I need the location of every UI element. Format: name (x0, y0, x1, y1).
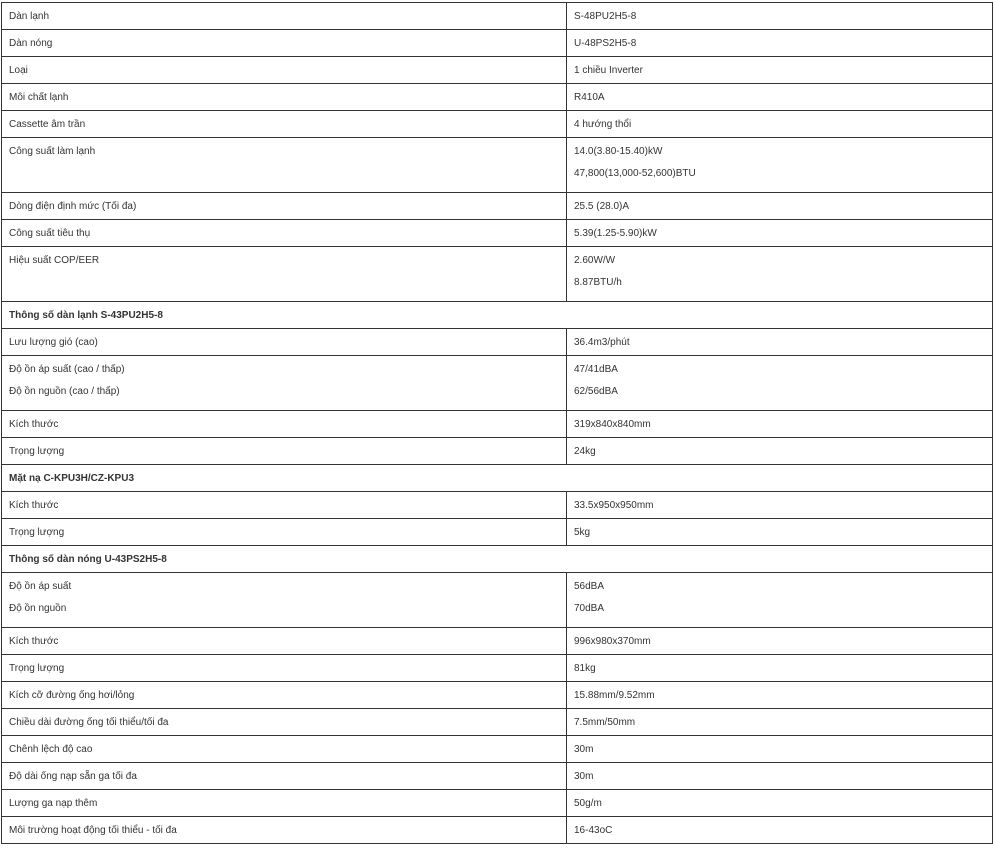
spec-value-cell (567, 30, 993, 57)
spec-label: Độ ồn áp suất (cao / thấp) (9, 364, 125, 375)
spec-label-cell (2, 682, 567, 709)
spec-value: 319x840x840mm (574, 419, 651, 430)
spec-value: 30m (574, 744, 594, 755)
spec-label: Độ ồn nguồn (cao / thấp) (9, 386, 120, 397)
spec-value-cell (567, 329, 993, 356)
spec-label-cell (2, 628, 567, 655)
spec-label: Dòng điện định mức (Tối đa) (9, 201, 137, 212)
spec-value-cell (567, 519, 993, 546)
spec-value: R410A (574, 92, 605, 103)
spec-value-cell (567, 84, 993, 111)
spec-value-cell (567, 628, 993, 655)
section-header-row (2, 546, 993, 573)
spec-value: 70dBA (574, 603, 605, 614)
spec-label-cell (2, 817, 567, 844)
spec-value-cell (567, 111, 993, 138)
spec-value: 5.39(1.25-5.90)kW (574, 228, 657, 239)
spec-value-cell (567, 655, 993, 682)
spec-label-cell (2, 356, 567, 411)
spec-label-cell (2, 3, 567, 30)
spec-row (2, 111, 993, 138)
spec-row (2, 411, 993, 438)
spec-row (2, 356, 993, 411)
spec-label-cell (2, 111, 567, 138)
spec-row (2, 438, 993, 465)
spec-value: 50g/m (574, 798, 602, 809)
spec-label: Hiệu suất COP/EER (9, 255, 100, 266)
spec-value: 62/56dBA (574, 386, 618, 397)
spec-value: 25.5 (28.0)A (574, 201, 630, 212)
spec-label-cell (2, 220, 567, 247)
spec-label: Công suất làm lạnh (9, 146, 96, 157)
spec-row (2, 247, 993, 302)
spec-row (2, 682, 993, 709)
spec-value-cell (567, 736, 993, 763)
spec-value-cell (567, 356, 993, 411)
spec-value: 15.88mm/9.52mm (574, 690, 655, 701)
spec-value-cell (567, 682, 993, 709)
spec-label-cell (2, 655, 567, 682)
spec-label-cell (2, 193, 567, 220)
spec-label: Kích thước (9, 500, 59, 511)
spec-value: 8.87BTU/h (574, 277, 622, 288)
spec-label: Chiều dài đường ống tối thiểu/tối đa (9, 717, 169, 728)
spec-value: 16-43oC (574, 825, 613, 836)
spec-label: Độ ồn áp suất (9, 581, 72, 592)
spec-label: Công suất tiêu thụ (9, 228, 91, 239)
section-header: Thông số dàn nóng U-43PS2H5-8 (2, 546, 993, 573)
spec-label: Dàn lạnh (9, 11, 50, 22)
spec-value-cell (567, 817, 993, 844)
spec-row (2, 138, 993, 193)
spec-label-cell (2, 138, 567, 193)
spec-value: 5kg (574, 527, 591, 538)
spec-value: 1 chiều Inverter (574, 65, 643, 76)
section-header-row (2, 302, 993, 329)
spec-label: Dàn nóng (9, 38, 53, 49)
spec-value-cell (567, 138, 993, 193)
spec-row (2, 30, 993, 57)
spec-row (2, 709, 993, 736)
spec-label-cell (2, 573, 567, 628)
spec-table (1, 2, 993, 844)
spec-value-cell (567, 220, 993, 247)
spec-row (2, 817, 993, 844)
spec-label-cell (2, 709, 567, 736)
spec-row (2, 57, 993, 84)
spec-label: Môi chất lạnh (9, 92, 69, 103)
spec-label: Loại (9, 65, 28, 76)
spec-label: Lưu lượng gió (cao) (9, 337, 98, 348)
spec-value-cell (567, 57, 993, 84)
spec-label: Trọng lượng (9, 446, 65, 457)
spec-row (2, 329, 993, 356)
spec-row (2, 790, 993, 817)
spec-label: Kích cỡ đường ống hơi/lỏng (9, 690, 135, 701)
spec-value: 81kg (574, 663, 596, 674)
spec-label-cell (2, 84, 567, 111)
spec-value: 996x980x370mm (574, 636, 651, 647)
spec-label: Trọng lượng (9, 527, 65, 538)
spec-label-cell (2, 763, 567, 790)
spec-value: 4 hướng thổi (574, 119, 632, 130)
spec-label-cell (2, 329, 567, 356)
spec-value-cell (567, 411, 993, 438)
spec-label-cell (2, 57, 567, 84)
spec-value: 47,800(13,000-52,600)BTU (574, 168, 696, 179)
section-header-row (2, 465, 993, 492)
spec-label-cell (2, 411, 567, 438)
spec-value-cell (567, 3, 993, 30)
spec-value-cell (567, 438, 993, 465)
spec-value: 7.5mm/50mm (574, 717, 636, 728)
spec-value: 30m (574, 771, 594, 782)
spec-label-cell (2, 30, 567, 57)
spec-value: 14.0(3.80-15.40)kW (574, 146, 663, 157)
spec-value: 56dBA (574, 581, 605, 592)
spec-label-cell (2, 438, 567, 465)
spec-value: 24kg (574, 446, 596, 457)
spec-row (2, 492, 993, 519)
spec-row (2, 220, 993, 247)
spec-value: 33.5x950x950mm (574, 500, 654, 511)
spec-label-cell (2, 247, 567, 302)
spec-row (2, 655, 993, 682)
section-header: Mặt nạ C-KPU3H/CZ-KPU3 (2, 465, 993, 492)
spec-label-cell (2, 519, 567, 546)
spec-row (2, 519, 993, 546)
spec-value-cell (567, 193, 993, 220)
spec-value: 36.4m3/phút (574, 337, 630, 348)
spec-label: Môi trường hoạt động tối thiểu - tối đa (9, 825, 177, 836)
spec-value: 47/41dBA (574, 364, 618, 375)
spec-row (2, 193, 993, 220)
spec-row (2, 84, 993, 111)
spec-value-cell (567, 790, 993, 817)
spec-value: 2.60W/W (574, 255, 616, 266)
spec-value: S-48PU2H5-8 (574, 11, 637, 22)
spec-label: Kích thước (9, 419, 59, 430)
spec-row (2, 763, 993, 790)
section-header: Thông số dàn lạnh S-43PU2H5-8 (2, 302, 993, 329)
spec-label-cell (2, 736, 567, 763)
spec-value-cell (567, 492, 993, 519)
spec-label: Độ dài ống nạp sẵn ga tối đa (9, 771, 137, 782)
spec-value-cell (567, 763, 993, 790)
spec-label: Kích thước (9, 636, 59, 647)
spec-row (2, 3, 993, 30)
spec-label: Chênh lệch độ cao (9, 744, 93, 755)
spec-row (2, 573, 993, 628)
spec-row (2, 628, 993, 655)
spec-label: Độ ồn nguồn (9, 603, 67, 614)
spec-value-cell (567, 573, 993, 628)
spec-label: Lượng ga nạp thêm (9, 798, 98, 809)
spec-row (2, 736, 993, 763)
spec-value: U-48PS2H5-8 (574, 38, 637, 49)
spec-value-cell (567, 709, 993, 736)
spec-table-body (2, 3, 993, 844)
spec-value-cell (567, 247, 993, 302)
spec-label: Cassette âm trần (9, 119, 86, 130)
spec-label-cell (2, 790, 567, 817)
spec-label: Trọng lượng (9, 663, 65, 674)
spec-label-cell (2, 492, 567, 519)
